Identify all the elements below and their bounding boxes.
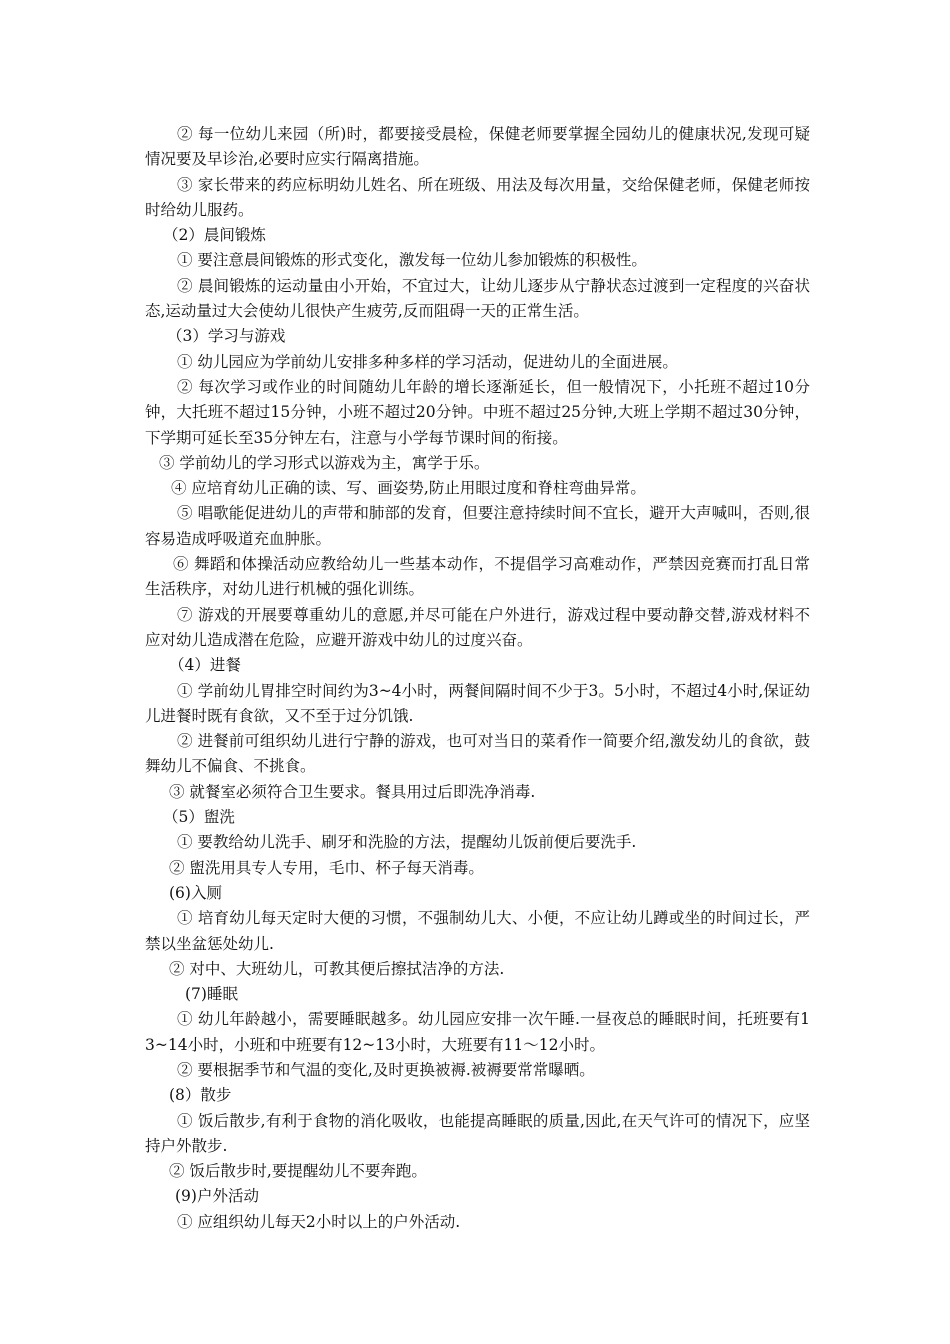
- section-heading: (8）散步: [169, 1086, 232, 1105]
- document-body: [145, 122, 810, 1235]
- paragraph: ① 应组织幼儿每天2小时以上的户外活动.: [177, 1212, 461, 1231]
- paragraph: ② 饭后散步时,要提醒幼儿不要奔跑。: [169, 1162, 427, 1181]
- paragraph: ⑥ 舞蹈和体操活动应教给幼儿一些基本动作，不提倡学习高难动作，严禁因竞赛而打乱日常生活秩序，对幼儿进行机械的强化训练。: [145, 555, 810, 599]
- paragraph: ① 培育幼儿每天定时大便的习惯，不强制幼儿大、小便，不应让幼儿蹲或坐的时间过长，严禁以坐盆惩处幼儿.: [145, 909, 810, 953]
- section-heading: （4）进餐: [169, 656, 241, 675]
- paragraph: ② 晨间锻炼的运动量由小开始，不宜过大，让幼儿逐步从宁静状态过渡到一定程度的兴奋状态,运动量过大会使幼儿很快产生疲劳,反而阻碍一天的正常生活。: [145, 276, 810, 321]
- paragraph: ③ 学前幼儿的学习形式以游戏为主，寓学于乐。: [159, 453, 490, 472]
- section-heading: （2）晨间锻炼: [163, 226, 266, 245]
- paragraph: ② 要根据季节和气温的变化,及时更换被褥.被褥要常常曝晒。: [177, 1060, 595, 1079]
- paragraph: ④ 应培育幼儿正确的读、写、画姿势,防止用眼过度和脊柱弯曲异常。: [171, 479, 646, 498]
- paragraph: ① 饭后散步,有利于食物的消化吸收，也能提高睡眠的质量,因此,在天气许可的情况下，应坚持户外散步.: [145, 1111, 810, 1155]
- paragraph: ⑤ 唱歌能促进幼儿的声带和肺部的发育，但要注意持续时间不宜长，避开大声喊叫，否则,很容易造成呼吸道充血肿胀。: [145, 504, 810, 548]
- paragraph: ③ 就餐室必须符合卫生要求。餐具用过后即洗净消毒.: [169, 782, 536, 801]
- paragraph: ② 盥洗用具专人专用，毛巾、杯子每天消毒。: [169, 858, 484, 877]
- paragraph: ② 每次学习或作业的时间随幼儿年龄的增长逐渐延长，但一般情况下，小托班不超过10分钟，大托班不超过15分钟，小班不超过20分钟。中班不超过25分钟,大班上学期不超过30分钟，下学期可延长至35分钟左右，注意与小学每节课时间的衔接。: [145, 377, 810, 447]
- paragraph: ① 幼儿园应为学前幼儿安排多种多样的学习活动，促进幼儿的全面进展。: [177, 352, 678, 371]
- paragraph: ① 要教给幼儿洗手、刷牙和洗脸的方法，提醒幼儿饭前便后要洗手.: [177, 833, 637, 852]
- section-heading: (6)入厕: [169, 883, 222, 902]
- section-heading: (9)户外活动: [175, 1187, 259, 1206]
- section-heading: (7)睡眠: [185, 985, 238, 1004]
- paragraph: ① 幼儿年龄越小，需要睡眠越多。幼儿园应安排一次午睡.一昼夜总的睡眠时间，托班要有13~14小时，小班和中班要有12~13小时，大班要有11～12小时。: [145, 1010, 810, 1054]
- paragraph: ⑦ 游戏的开展要尊重幼儿的意愿,并尽可能在户外进行，游戏过程中要动静交替,游戏材料不应对幼儿造成潜在危险，应避开游戏中幼儿的过度兴奋。: [145, 605, 810, 649]
- paragraph: ② 进餐前可组织幼儿进行宁静的游戏，也可对当日的菜肴作一简要介绍,激发幼儿的食欲，鼓舞幼儿不偏食、不挑食。: [145, 732, 810, 776]
- paragraph: ② 每一位幼儿来园（所)时，都要接受晨检，保健老师要掌握全园幼儿的健康状况,发现可疑情况要及早诊治,必要时应实行隔离措施。: [145, 125, 810, 169]
- paragraph: ② 对中、大班幼儿，可教其便后擦拭洁净的方法.: [169, 959, 505, 978]
- paragraph: ③ 家长带来的药应标明幼儿姓名、所在班级、用法及每次用量，交给保健老师，保健老师按时给幼儿服药。: [145, 175, 810, 219]
- paragraph: ① 学前幼儿胃排空时间约为3~4小时，两餐间隔时间不少于3。5小时，不超过4小时,保证幼儿进餐时既有食欲，又不至于过分饥饿.: [145, 681, 810, 725]
- paragraph: ① 要注意晨间锻炼的形式变化，激发每一位幼儿参加锻炼的积极性。: [177, 251, 647, 270]
- section-heading: （5）盥洗: [163, 808, 235, 827]
- section-heading: （3）学习与游戏: [167, 327, 286, 346]
